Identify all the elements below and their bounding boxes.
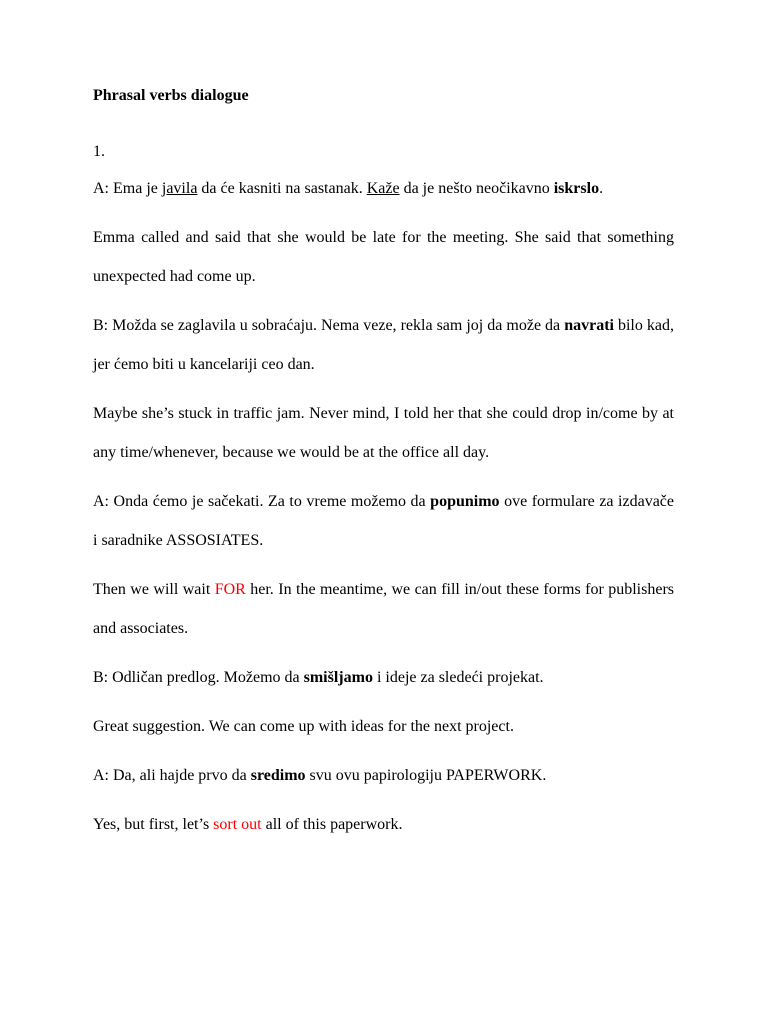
text-segment: ove formulare za izdavače i saradnike ASSOSIATES. [93, 493, 674, 549]
dialogue-line-b-serbian-2 [93, 658, 674, 697]
text-segment: svu ovu papirologiju PAPERWORK. [305, 767, 547, 784]
dialogue-line-b-serbian-1 [93, 306, 674, 384]
dialogue-line-b-english-2 [93, 707, 674, 746]
text-segment: B: Odličan predlog. Možemo da [93, 669, 304, 686]
bold-word: navrati [564, 317, 614, 334]
text-segment: B: Možda se zaglavila u sobraćaju. Nema veze, rekla sam joj da može da [93, 317, 565, 334]
text-segment: Great suggestion. We can come up with ideas for the next project. [93, 718, 514, 735]
text-segment: da će kasniti na sastanak. [197, 180, 367, 197]
text-segment: A: Ema je [93, 180, 162, 197]
dialogue-line-a-serbian-1 [93, 169, 674, 208]
dialogue-line-a-english-2 [93, 570, 674, 648]
text-segment: . [599, 180, 604, 197]
text-segment: da je nešto neočikavno [399, 180, 554, 197]
highlighted-word: sort out [213, 816, 262, 833]
text-segment: all of this paperwork. [261, 816, 403, 833]
text-segment: Maybe she’s stuck in traffic jam. Never mind, I told her that she could drop in/come by at any time/whenever, because we would be at the office all day. [93, 405, 674, 461]
underlined-word: javila [161, 180, 198, 197]
text-segment: A: Da, ali hajde prvo da [93, 767, 251, 784]
section-number: 1. [93, 143, 105, 160]
document-title: Phrasal verbs dialogue [93, 87, 249, 104]
text-segment: Yes, but first, let’s [93, 816, 214, 833]
bold-word: sredimo [250, 767, 306, 784]
text-segment: A: Onda ćemo je sačekati. Za to vreme možemo da [93, 493, 431, 510]
bold-word: iskrslo [553, 180, 600, 197]
bold-word: smišljamo [303, 669, 373, 686]
dialogue-line-b-english-1 [93, 394, 674, 472]
text-segment: Then we will wait [93, 581, 215, 598]
dialogue-line-a-serbian-3 [93, 756, 674, 795]
text-segment: Emma called and said that she would be late for the meeting. She said that something unexpected had come up. [93, 229, 674, 285]
dialogue-line-a-english-3 [93, 805, 674, 844]
text-segment: bilo kad, jer ćemo biti u kancelariji ceo dan. [93, 317, 674, 373]
dialogue-line-a-english-1 [93, 218, 674, 296]
text-segment: her. In the meantime, we can fill in/out these forms for publishers and associates. [93, 581, 675, 637]
text-segment: i ideje za sledeći projekat. [372, 669, 544, 686]
highlighted-word: FOR [214, 581, 246, 598]
dialogue-line-a-serbian-2 [93, 482, 674, 560]
bold-word: popunimo [430, 493, 500, 510]
underlined-word: Kaže [366, 180, 400, 197]
